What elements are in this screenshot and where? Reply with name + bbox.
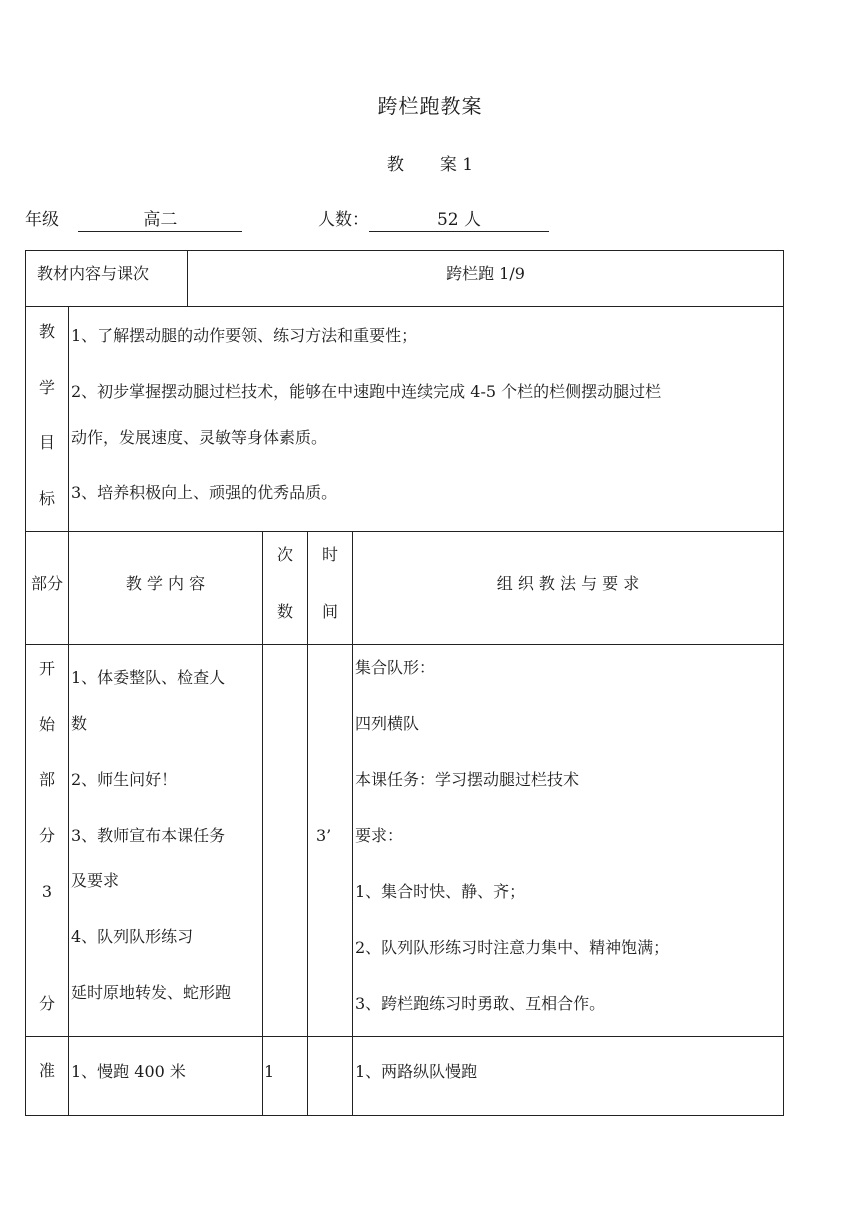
grade-field	[25, 205, 242, 232]
start-method-line: 1、集合时快、静、齐；	[355, 882, 526, 901]
start-duration: 3’	[316, 826, 332, 845]
student-count-value: 52 人	[369, 205, 549, 232]
start-part-char: 3	[41, 882, 53, 901]
table-border-top	[25, 250, 784, 251]
start-content-line: 延时原地转发、蛇形跑	[71, 983, 232, 1002]
header-method: 组 织 教 法 与 要 求	[496, 574, 640, 593]
subtitle-char-1: 教	[386, 155, 404, 175]
start-content-line: 4、队列队形练习	[71, 927, 194, 946]
student-count-label: 人数：	[318, 210, 369, 230]
start-content-line: 2、师生问好！	[71, 770, 178, 789]
prep-content: 1、慢跑 400 米	[71, 1062, 186, 1081]
objectives-label-char: 教	[38, 322, 55, 341]
header-part: 部分	[30, 574, 63, 593]
subtitle-number: 1	[462, 155, 474, 175]
objective-item: 1、了解摆动腿的动作要领、练习方法和重要性；	[71, 326, 418, 345]
prep-method: 1、两路纵队慢跑	[355, 1062, 478, 1081]
grade-label: 年级	[25, 210, 59, 230]
start-content-line: 数	[71, 714, 88, 733]
table-row-divider	[25, 644, 784, 645]
start-method-line: 四列横队	[355, 714, 420, 733]
start-method-line: 要求：	[355, 826, 404, 845]
table-col-divider	[68, 306, 69, 1116]
table-col-divider	[352, 531, 353, 1116]
header-content: 教 学 内 容	[125, 574, 206, 593]
table-row-divider	[25, 1036, 784, 1037]
objective-item: 2、初步掌握摆动腿过栏技术，能够在中速跑中连续完成 4-5 个栏的栏侧摆动腿过栏	[71, 382, 662, 401]
prep-part-char: 准	[38, 1061, 55, 1080]
start-part-char: 分	[38, 826, 55, 845]
start-method-line: 3、跨栏跑练习时勇敢、互相合作。	[355, 994, 606, 1013]
table-border-right	[783, 250, 784, 1116]
start-part-char: 分	[38, 994, 55, 1013]
objectives-label-char: 目	[38, 433, 55, 452]
header-times-char: 数	[276, 602, 293, 621]
start-part-char: 开	[38, 659, 55, 678]
start-content-line: 及要求	[71, 871, 120, 890]
start-method-line: 2、队列队形练习时注意力集中、精神饱满；	[355, 938, 670, 957]
start-part-char: 始	[38, 715, 55, 734]
table-border-bottom	[25, 1115, 784, 1116]
document-title: 跨栏跑教案	[377, 94, 483, 118]
header-times-char: 次	[276, 545, 293, 564]
start-method-line: 集合队形：	[355, 658, 436, 677]
subtitle-char-2: 案	[439, 155, 457, 175]
start-part-char: 部	[38, 770, 55, 789]
objective-item-continued: 动作，发展速度、灵敏等身体素质。	[71, 428, 328, 447]
material-value: 跨栏跑 1/9	[446, 264, 525, 283]
header-duration-char: 时	[321, 545, 338, 564]
student-count-field	[318, 205, 549, 232]
objectives-label-char: 标	[38, 489, 55, 508]
grade-value: 高二	[78, 205, 242, 232]
objective-item: 3、培养积极向上、顽强的优秀品质。	[71, 483, 338, 502]
start-content-line: 3、教师宣布本课任务	[71, 826, 226, 845]
prep-times: 1	[264, 1062, 275, 1081]
header-duration-char: 间	[321, 602, 338, 621]
objectives-label-char: 学	[38, 378, 55, 397]
start-method-line: 本课任务：学习摆动腿过栏技术	[355, 770, 580, 789]
material-label: 教材内容与课次	[37, 264, 150, 283]
table-row-divider	[25, 531, 784, 532]
document-subtitle	[0, 150, 860, 175]
start-content-line: 1、体委整队、检查人	[71, 668, 226, 687]
table-row-divider	[25, 306, 784, 307]
